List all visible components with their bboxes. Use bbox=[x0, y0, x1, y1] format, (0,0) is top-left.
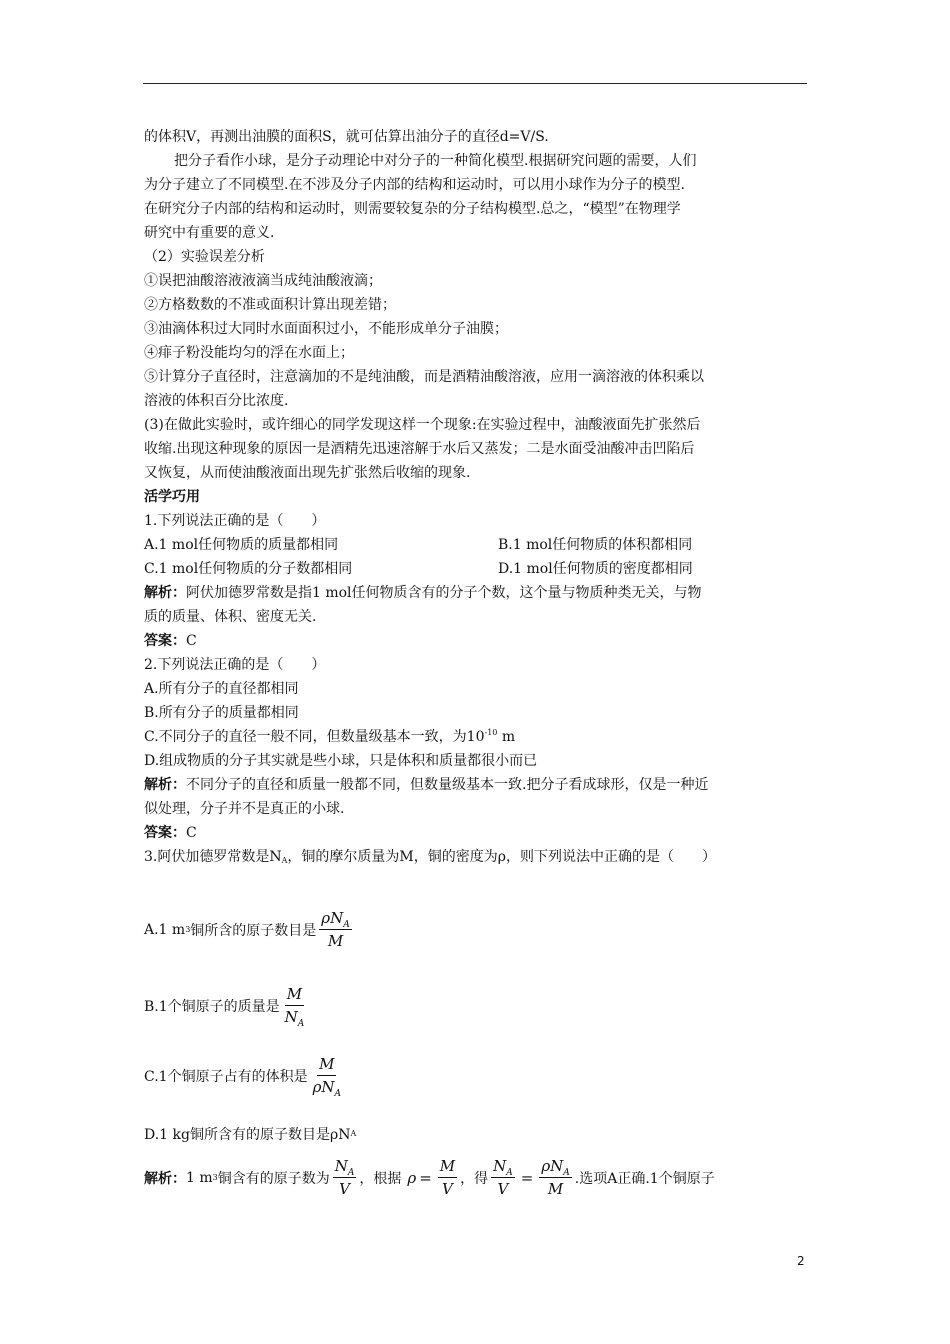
unit: m bbox=[497, 729, 516, 745]
analysis-text: 铜含有的原子数为 bbox=[217, 1170, 330, 1187]
option-text: C.不同分子的直径一般不同，但数量级基本一致，为10 bbox=[144, 729, 485, 745]
analysis-label: 解析： bbox=[144, 1170, 186, 1187]
q2-option-d: D.组成物质的分子其实就是些小球，只是体积和质量都很小而已 bbox=[144, 753, 538, 769]
note-line: (3)在做此实验时，或许细心的同学发现这样一个现象:在实验过程中，油酸液面先扩张然后 bbox=[144, 417, 701, 433]
q1-option-d: D.1 mol任何物质的密度都相同 bbox=[498, 561, 693, 577]
subscript: A bbox=[334, 1089, 342, 1099]
v: V bbox=[442, 1180, 453, 1198]
exponent: -10 bbox=[484, 728, 498, 737]
analysis-text: 1 m bbox=[186, 1169, 213, 1186]
v: V bbox=[497, 1180, 509, 1198]
m: M bbox=[547, 1180, 564, 1198]
model-paragraph-line: 在研究分子内部的结构和运动时，则需要较复杂的分子结构模型.总之，“模型”在物理学 bbox=[144, 201, 681, 217]
q1-option-b: B.1 mol任何物质的体积都相同 bbox=[498, 537, 693, 553]
rho: ρ bbox=[407, 1168, 417, 1187]
q2-analysis-continued: 似处理，分子并不是真正的小球. bbox=[144, 801, 345, 817]
v: V bbox=[339, 1180, 350, 1198]
q3-stem bbox=[144, 845, 808, 869]
model-paragraph-line: 研究中有重要的意义. bbox=[144, 225, 275, 241]
q1-options-row bbox=[144, 533, 808, 557]
option-text: C.1个铜原子占有的体积是 bbox=[144, 1068, 308, 1085]
q3-option-c bbox=[144, 1054, 346, 1097]
stem-text: ，铜的摩尔质量为M，铜的密度为ρ，则下列说法中正确的是（ ） bbox=[287, 849, 716, 865]
error-heading: （2）实验误差分析 bbox=[144, 249, 265, 265]
n: N bbox=[550, 1157, 564, 1175]
rho: ρ bbox=[541, 1157, 551, 1175]
header-rule bbox=[143, 83, 807, 84]
q1-analysis bbox=[144, 581, 808, 605]
answer-label: 答案： bbox=[144, 633, 186, 649]
m: M bbox=[438, 1156, 457, 1178]
analysis-text: .选项A正确.1个铜原子 bbox=[574, 1170, 715, 1187]
equals-sign: = bbox=[419, 1168, 432, 1187]
q1-option-c: C.1 mol任何物质的分子数都相同 bbox=[144, 561, 353, 577]
q2-option-b: B.所有分子的质量都相同 bbox=[144, 705, 299, 721]
n: N bbox=[321, 1078, 335, 1096]
body-text bbox=[144, 125, 808, 869]
q1-option-a: A.1 mol任何物质的质量都相同 bbox=[144, 537, 339, 553]
analysis-text: 不同分子的直径和质量一般都不同，但数量级基本一致.把分子看成球形，仅是一种近 bbox=[186, 777, 709, 793]
q2-option-a: A.所有分子的直径都相同 bbox=[144, 681, 299, 697]
q2-option-c bbox=[144, 725, 808, 749]
model-paragraph-line: 把分子看作小球，是分子动理论中对分子的一种简化模型.根据研究问题的需要，人们 bbox=[174, 153, 697, 169]
error-item: ②方格数数的不准或面积计算出现差错； bbox=[144, 297, 396, 313]
error-item: ③油滴体积过大同时水面面积过小，不能形成单分子油膜； bbox=[144, 321, 508, 337]
q2-stem: 2.下列说法正确的是（ ） bbox=[144, 657, 326, 673]
q1-stem: 1.下列说法正确的是（ ） bbox=[144, 513, 326, 529]
fraction-na-over-v bbox=[491, 1156, 515, 1199]
option-text: B.1个铜原子的质量是 bbox=[144, 998, 280, 1015]
n: N bbox=[334, 1157, 348, 1175]
n: N bbox=[493, 1157, 507, 1175]
subscript: A bbox=[506, 1168, 513, 1178]
error-item: ⑤计算分子直径时，注意滴加的不是纯油酸，而是酒精油酸溶液，应用一滴溶液的体积乘以 bbox=[144, 369, 704, 385]
answer-label: 答案： bbox=[144, 825, 186, 841]
m: M bbox=[317, 1054, 336, 1076]
subscript: A bbox=[297, 1019, 305, 1029]
answer-value: C bbox=[186, 633, 197, 649]
subscript: A bbox=[343, 920, 350, 930]
fraction-m-over-rho-na bbox=[311, 1054, 343, 1097]
analysis-text: 阿伏加德罗常数是指1 mol任何物质含有的分子个数，这个量与物质种类无关，与物 bbox=[186, 585, 702, 601]
fraction-rho-na-over-m bbox=[319, 908, 351, 951]
fraction-na-over-v bbox=[333, 1156, 357, 1199]
subscript: A bbox=[347, 1168, 355, 1178]
note-line: 收缩.出现这种现象的原因一是酒精先迅速溶解于水后又蒸发；二是水面受油酸冲击凹陷后 bbox=[144, 441, 695, 457]
option-text: A.1 m bbox=[144, 921, 186, 938]
q2-analysis bbox=[144, 773, 808, 797]
note-line: 又恢复，从而使油酸液面出现先扩张然后收缩的现象. bbox=[144, 465, 471, 481]
error-item: ①误把油酸溶液液滴当成纯油酸液滴； bbox=[144, 273, 382, 289]
analysis-label: 解析： bbox=[144, 777, 186, 793]
option-text: D.1 kg铜所含有的原子数目是ρN bbox=[144, 1127, 351, 1143]
n: N bbox=[284, 1008, 298, 1026]
error-item-continued: 溶液的体积百分比浓度. bbox=[144, 393, 289, 409]
fraction-m-over-na bbox=[283, 984, 307, 1027]
m: M bbox=[285, 984, 304, 1006]
q2-answer bbox=[144, 821, 808, 845]
q1-analysis-continued: 质的质量、体积、密度无关. bbox=[144, 609, 317, 625]
analysis-label: 解析： bbox=[144, 585, 186, 601]
q3-option-d: D.1 kg铜所含有的原子数目是ρN A bbox=[144, 1124, 356, 1144]
q3-option-a: A.1 m 3 铜所含的原子数目是 $\frac{\rho N_A}{M}$ bbox=[144, 909, 350, 950]
subscript: A bbox=[281, 856, 288, 865]
option-text: 铜所含的原子数目是 bbox=[190, 922, 317, 939]
page-number: 2 bbox=[797, 1254, 805, 1268]
q3-analysis: 解析： 1 m 3 铜含有的原子数为 $\frac{N_A}{V}$ ，根据 ρ = $\frac{M}{V}$ ，得 $\frac{N_A}{V}$ = $\frac{\rho N_A}{M}$ .选项A正确.1个铜原子 bbox=[144, 1157, 715, 1198]
q1-answer bbox=[144, 629, 808, 653]
n: N bbox=[330, 909, 344, 927]
stem-text: 3.阿伏加德罗常数是N bbox=[144, 849, 282, 865]
answer-value: C bbox=[186, 825, 197, 841]
fraction-rho-na-over-m bbox=[539, 1156, 571, 1199]
error-item: ④痱子粉没能均匀的浮在水面上； bbox=[144, 345, 354, 361]
model-paragraph-line: 为分子建立了不同模型.在不涉及分子内部的结构和运动时，可以用小球作为分子的模型. bbox=[144, 177, 685, 193]
equals-sign: = bbox=[520, 1168, 534, 1187]
section-title: 活学巧用 bbox=[144, 489, 200, 505]
m: M bbox=[327, 932, 344, 950]
rho: ρ bbox=[312, 1078, 322, 1096]
q1-options-row bbox=[144, 557, 808, 581]
q3-option-b bbox=[144, 984, 309, 1027]
intro-line: 的体积V，再测出油膜的面积S，就可估算出油分子的直径d=V/S. bbox=[144, 129, 549, 145]
analysis-text: ，根据 bbox=[359, 1170, 402, 1187]
analysis-text: ，得 bbox=[460, 1170, 489, 1187]
subscript: A bbox=[563, 1168, 570, 1178]
rho: ρ bbox=[321, 909, 331, 927]
fraction-m-over-v bbox=[438, 1156, 457, 1199]
